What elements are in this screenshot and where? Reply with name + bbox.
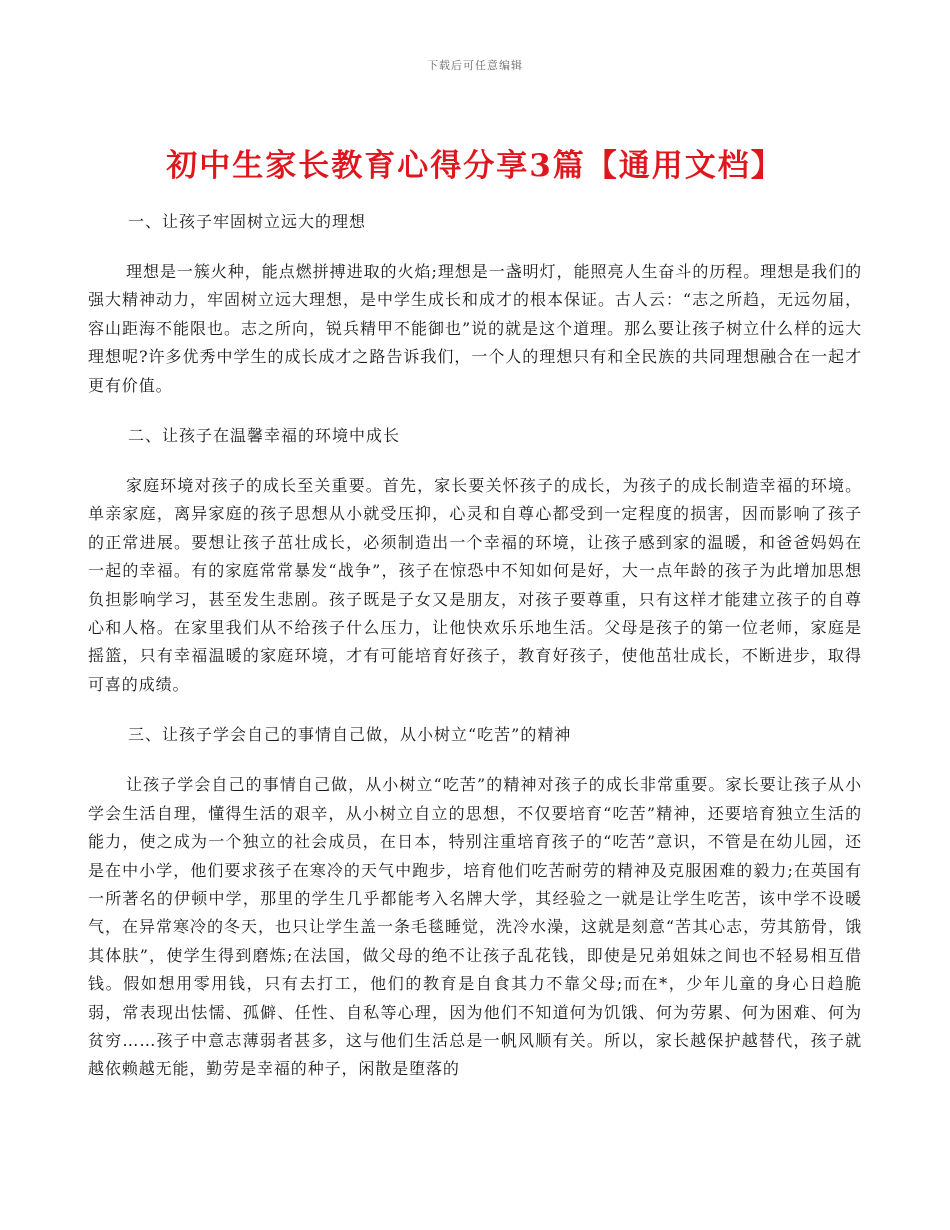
- section-3-heading: 三、让孩子学会自己的事情自己做，从小树立“吃苦”的精神: [128, 725, 572, 745]
- section-2-paragraph: 家庭环境对孩子的成长至关重要。首先，家长要关怀孩子的成长，为孩子的成长制造幸福的环境。单亲家庭，离异家庭的孩子思想从小就受压抑，心灵和自尊心都受到一定程度的损害，因而影响了孩子的正常进展。要想让孩子茁壮成长，必须制造出一个幸福的环境，让孩子感到家的温暖，和爸爸妈妈在一起的幸福。有的家庭常常暴发“战争”，孩子在惊恐中不知如何是好，大一点年龄的孩子为此增加思想负担影响学习，甚至发生悲剧。孩子既是子女又是朋友，对孩子要尊重，只有这样才能建立孩子的自尊心和人格。在家里我们从不给孩子什么压力，让他快欢乐乐地生活。父母是孩子的第一位老师，家庭是摇篮，只有幸福温暖的家庭环境，才有可能培育好孩子，教育好孩子，使他茁壮成长，不断进步，取得可喜的成绩。: [88, 476, 862, 694]
- document-title: 初中生家长教育心得分享3篇【通用文档】: [166, 148, 784, 184]
- section-1-heading: 一、让孩子牢固树立远大的理想: [128, 212, 367, 231]
- section-2-heading: 二、让孩子在温馨幸福的环境中成长: [128, 426, 401, 446]
- document-body: [88, 208, 862, 1106]
- section-3-paragraph: 让孩子学会自己的事情自己做，从小树立“吃苦”的精神对孩子的成长非常重要。家长要让孩子从小学会生活自理，懂得生活的艰辛，从小树立自立的思想，不仅要培育“吃苦”精神，还要培育独立生活的能力，使之成为一个独立的社会成员，在日本，特别注重培育孩子的“吃苦”意识，不管是在幼儿园，还是在中小学，他们要求孩子在寒冷的天气中跑步，培育他们吃苦耐劳的精神及克服困难的毅力;在英国有一所著名的伊顿中学，那里的学生几乎都能考入名牌大学，其经验之一就是让学生吃苦，该中学不设暖气，在异常寒冷的冬天，也只让学生盖一条毛毯睡觉，洗冷水澡，这就是刻意“苦其心志，劳其筋骨，饿其体肤”，使学生得到磨炼;在法国，做父母的绝不让孩子乱花钱，即使是兄弟姐妹之间也不轻易相互借钱。假如想用零用钱，只有去打工，他们的教育是自食其力不靠父母;而在*，少年儿童的身心日趋脆弱，常表现出怯懦、孤僻、任性、自私等心理，因为他们不知道何为饥饿、何为劳累、何为困难、何为贫穷……孩子中意志薄弱者甚多，这与他们生活总是一帆风顺有关。所以，家长越保护越替代，孩子就越依赖越无能，勤劳是幸福的种子，闲散是堕落的: [88, 775, 862, 1079]
- section-1-paragraph: 理想是一簇火种，能点燃拼搏进取的火焰;理想是一盏明灯，能照亮人生奋斗的历程。理想是我们的强大精神动力，牢固树立远大理想，是中学生成长和成才的根本保证。古人云：“志之所趋，无远勿届，容山距海不能限也。志之所向，锐兵精甲不能御也”说的就是这个道理。那么要让孩子树立什么样的远大理想呢?许多优秀中学生的成长成才之路告诉我们，一个人的理想只有和全民族的共同理想融合在一起才更有价值。: [88, 262, 862, 395]
- page-header-note: 下载后可任意编辑: [427, 59, 523, 72]
